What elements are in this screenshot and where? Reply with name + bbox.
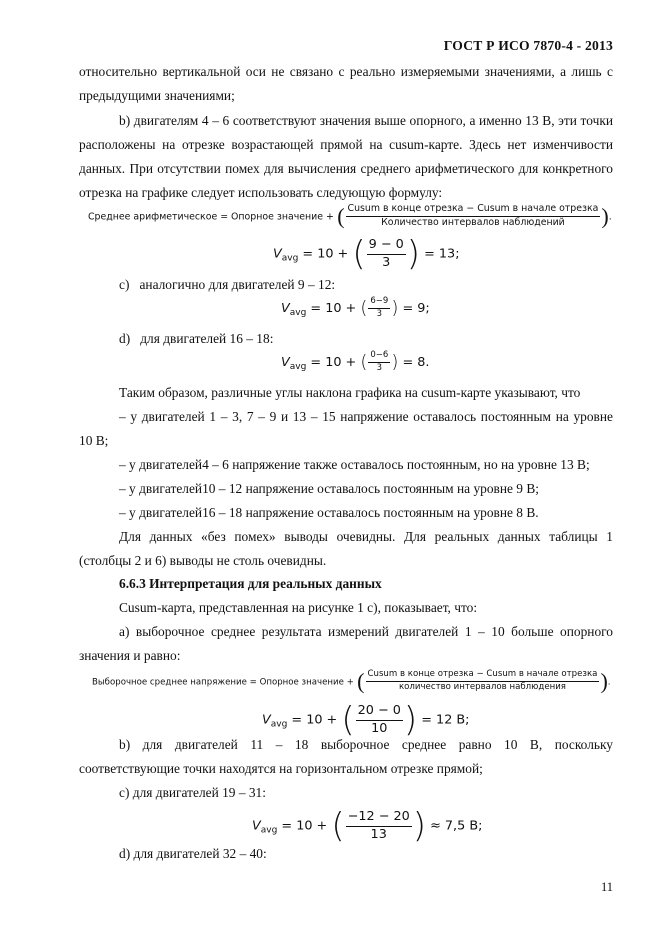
paragraph-line: отрезка на графике следует использовать следующую формулу:	[79, 185, 443, 200]
item-text: для двигателей 16 – 18:	[140, 331, 274, 346]
paragraph-line: соответствующие точки находятся на горизонтальном отрезке прямой;	[79, 761, 483, 776]
paren-open: (	[352, 234, 366, 275]
fraction-denominator: 3	[376, 362, 383, 373]
list-item-b: b) двигателям 4 – 6 соответствуют значения выше опорного, а именно 13 В, эти точки	[119, 113, 613, 128]
paragraph-line: расположены на отрезке возрастающей прямой на cusum-карте. Здесь нет изменчивости	[79, 137, 613, 152]
eq-fraction	[367, 238, 406, 270]
fraction-denominator: 3	[376, 308, 383, 319]
eq-pre: = 10 +	[310, 300, 357, 316]
section-heading: 6.6.3 Интерпретация для реальных данных	[119, 576, 382, 591]
paren-close: )	[412, 806, 427, 847]
equation-avg-5	[252, 806, 483, 847]
formula-end: .	[607, 677, 611, 688]
paragraph-line: данных. При отсутствии помех для вычисления среднего арифметического для конкретного	[79, 161, 613, 176]
item-text: аналогично для двигателей 9 – 12:	[139, 277, 336, 292]
eq-post: = 13;	[424, 246, 460, 262]
formula-lhs: Среднее арифметическое = Опорное значение +	[88, 211, 334, 223]
var-v: V	[262, 712, 271, 728]
page-number: 11	[600, 880, 613, 894]
formula-mean	[88, 204, 612, 229]
eq-fraction	[368, 351, 390, 374]
document-header: ГОСТ Р ИСО 7870-4 - 2013	[443, 38, 613, 53]
conclusion-intro: Таким образом, различные углы наклона графика на cusum-карте указывают, что	[119, 385, 581, 400]
fraction-denominator: Количество интервалов наблюдений	[381, 216, 565, 228]
var-v: V	[281, 354, 290, 370]
formula-fraction	[346, 204, 601, 229]
paragraph-line: предыдущими значениями;	[79, 88, 235, 103]
eq-post: = 12 В;	[421, 712, 470, 728]
fraction-numerator: Cusum в конце отрезка − Cusum в начале отрезка	[366, 670, 600, 682]
eq-pre: = 10 +	[302, 246, 349, 262]
fraction-denominator: 3	[382, 254, 391, 270]
list-item-d2: d) для двигателей 32 – 40:	[119, 846, 267, 861]
eq-post: = 8.	[402, 354, 430, 370]
paragraph-line: Для данных «без помех» выводы очевидны. Для реальных данных таблицы 1	[119, 529, 613, 544]
paren-open: (	[341, 700, 355, 741]
item-label: d)	[119, 331, 131, 346]
conclusion-item: – у двигателей 1 – 3, 7 – 9 и 13 – 15 напряжение оставалось постоянным на уровне	[119, 409, 613, 424]
eq-post: = 9;	[402, 300, 430, 316]
paragraph-line: относительно вертикальной оси не связано с реально измеряемыми значениями, а лишь с	[79, 64, 613, 79]
formula-fraction	[366, 670, 600, 693]
eq-fraction	[368, 297, 390, 320]
fraction-numerator: 6−9	[368, 297, 390, 309]
paren-close: )	[403, 700, 418, 741]
fraction-numerator: Cusum в конце отрезка − Cusum в начале отрезка	[346, 204, 601, 217]
paragraph-line: значения и равно:	[79, 648, 181, 663]
var-sub: avg	[270, 719, 288, 730]
paren-close: )	[601, 203, 609, 229]
paren-close: )	[600, 668, 608, 694]
fraction-denominator: количество интервалов наблюдения	[398, 681, 566, 692]
var-sub: avg	[260, 825, 278, 836]
list-item-d	[119, 331, 613, 347]
formula-lhs: Выборочное среднее напряжение = Опорное значение +	[92, 677, 354, 688]
item-label: с)	[119, 277, 130, 292]
paren-open: (	[360, 351, 368, 373]
var-v: V	[273, 246, 282, 262]
paren-open: (	[360, 297, 368, 319]
list-item-c	[119, 277, 613, 293]
fraction-denominator: 10	[371, 720, 388, 736]
equation-avg-2	[281, 297, 430, 321]
paragraph-line: (столбцы 2 и 6) выводы не столь очевидны.	[79, 553, 327, 568]
list-item-c2: с) для двигателей 19 – 31:	[119, 785, 266, 800]
list-item-a: а) выборочное среднее результата измерений двигателей 1 – 10 больше опорного	[119, 624, 613, 639]
conclusion-item: – у двигателей16 – 18 напряжение оставалось постоянным на уровне 8 В.	[119, 505, 539, 520]
eq-fraction	[346, 810, 412, 842]
paren-close: )	[391, 351, 399, 373]
fraction-denominator: 13	[370, 826, 387, 842]
formula-sample-mean	[92, 670, 611, 693]
list-item-b2: b) для двигателей 11 – 18 выборочное среднее равно 10 В, поскольку	[119, 737, 613, 752]
fraction-numerator: 20 − 0	[356, 704, 403, 721]
paragraph-line: Cusum-карта, представленная на рисунке 1 с), показывает, что:	[119, 600, 478, 615]
paren-close: )	[406, 234, 421, 275]
var-sub: avg	[281, 253, 299, 264]
conclusion-item: – у двигателей4 – 6 напряжение также оставалось постоянным, но на уровне 13 В;	[119, 457, 590, 472]
paren-open: (	[331, 806, 345, 847]
paren-close: )	[391, 297, 399, 319]
var-v: V	[281, 300, 290, 316]
eq-post: ≈ 7,5 В;	[430, 818, 483, 834]
paren-open: (	[337, 203, 345, 229]
eq-fraction	[356, 704, 403, 736]
fraction-numerator: 9 − 0	[367, 238, 406, 255]
equation-avg-4	[262, 700, 470, 741]
var-v: V	[252, 818, 261, 834]
paren-open: (	[357, 668, 365, 694]
equation-avg-1	[273, 234, 460, 275]
fraction-numerator: 0−6	[368, 351, 390, 363]
fraction-numerator: −12 − 20	[346, 810, 412, 827]
eq-pre: = 10 +	[281, 818, 328, 834]
formula-end: .	[608, 211, 612, 223]
conclusion-item-cont: 10 В;	[79, 433, 109, 448]
conclusion-item: – у двигателей10 – 12 напряжение оставалось постоянным на уровне 9 В;	[119, 481, 540, 496]
equation-avg-3	[281, 351, 429, 375]
eq-pre: = 10 +	[310, 354, 357, 370]
var-sub: avg	[289, 361, 307, 372]
eq-pre: = 10 +	[291, 712, 338, 728]
var-sub: avg	[289, 307, 307, 318]
